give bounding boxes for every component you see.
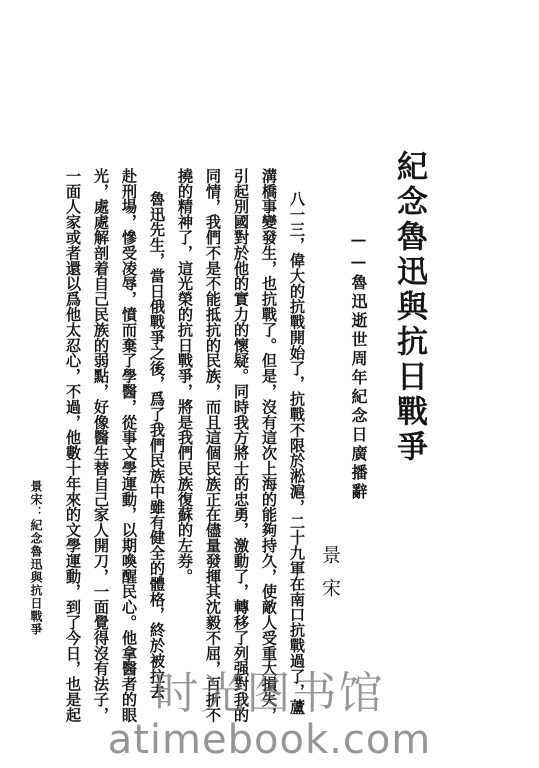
body-column-4: 同情，我們不是不能抵抗的民族，而且這個民族正在儘量發揮其沈毅不屈，百折不 [204,168,222,723]
article-title: 紀念魯迅與抗日戰爭 [391,150,427,465]
body-column-9: 一面人家或者還以爲他太忍心，不過，他數十年來的文學運動，到了今日，也是起 [64,168,82,723]
article-subtitle: ——魯迅逝世周年紀念日廣播辭 [349,230,368,502]
watermark-url: atimebook.com [107,717,432,763]
body-column-8: 光，處處解剖着自己民族的弱點，好像醫生替自己家人開刀，一面覺得沒有法子， [92,168,110,723]
body-column-1: 八一三，偉大的抗戰開始了，抗戰不限於淞滬，二十九軍在南口抗戰過了，蘆 [288,191,306,715]
body-column-5: 撓的精神了，這光榮的抗日戰爭，將是我們民族復蘇的左券。 [176,168,194,584]
body-column-2: 溝橋事變發生，也抗戰了。但是，沒有這次上海的能夠持久，使敵人受重大損失， [260,168,278,723]
running-footer: 景宋：紀念魯迅與抗日戰爭 [29,480,43,636]
body-column-6: 魯迅先生，當日俄戰爭之後，爲了我們民族中雖有健全的體格，終於被拉去 [148,191,166,700]
watermark-chinese: 时光图书馆 [154,668,385,719]
body-column-3: 引起別國對於他的實力的懷疑。同時我方將士的忠勇，激動了，轉移了列强對我的 [232,168,250,723]
body-column-7: 赴刑場，慘受凌辱，憤而棄了學醫，從事文學運動，以期喚醒民心。他拿醫者的眼 [120,168,138,723]
article-author: 景宋 [319,545,341,611]
